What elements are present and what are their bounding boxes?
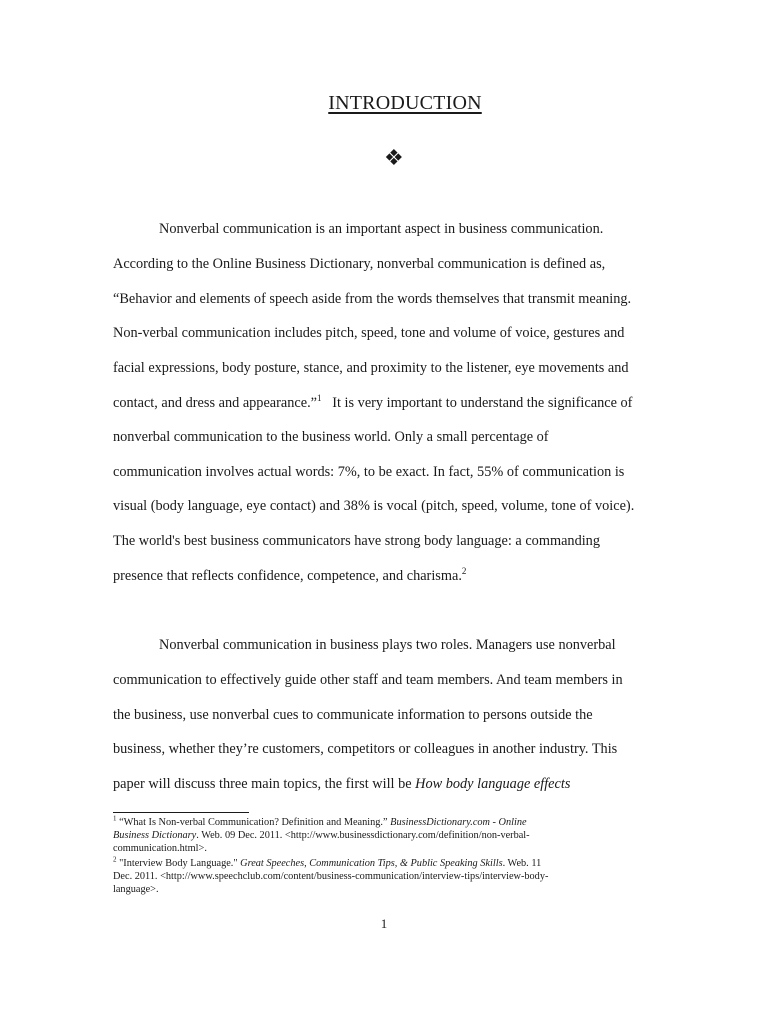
paragraph-2-line-5 <box>113 775 570 793</box>
line-5-italic-text: How body language effects <box>415 776 571 792</box>
page-title: INTRODUCTION <box>328 92 482 114</box>
footnote-separator <box>113 812 249 813</box>
paragraph-2-line-2: communication to effectively guide other staff and team members. And team members in <box>113 672 623 688</box>
footnote-1-line-2 <box>113 829 658 842</box>
footnote-2-italic: Great Speeches, Communication Tips, & Public Speaking Skills <box>240 858 503 869</box>
footnote-1-italic-b: Business Dictionary <box>113 830 197 841</box>
paragraph-2-line-3: the business, use nonverbal cues to communicate information to persons outside the <box>113 707 593 723</box>
line-5-text: paper will discuss three main topics, the first will be <box>113 776 416 792</box>
footnote-1-line-1 <box>113 816 658 829</box>
paragraph-1-line-5: facial expressions, body posture, stance, and proximity to the listener, eye movements and <box>113 360 629 376</box>
footnote-2-line-2[interactable]: Dec. 2011. <http://www.speechclub.com/content/business-communication/interview-tips/interview-body- <box>113 871 549 882</box>
paragraph-1-line-6 <box>113 394 632 412</box>
footnote-ref-1[interactable]: 1 <box>317 393 322 404</box>
footnote-2-line-3[interactable]: language>. <box>113 884 159 895</box>
footnote-2-text-b: . Web. 11 <box>502 858 542 869</box>
footnote-1-number: 1 <box>113 814 117 823</box>
footnote-2-number: 2 <box>113 855 117 864</box>
paragraph-1-line-11 <box>113 567 466 585</box>
paragraph-1-line-1: Nonverbal communication is an important aspect in business communication. <box>159 221 604 237</box>
footnote-2-line-1 <box>113 857 658 870</box>
paragraph-2-line-4: business, whether they’re customers, competitors or colleagues in another industry. This <box>113 741 618 757</box>
footnote-1-text-a: “What Is Non-verbal Communication? Definition and Meaning.” <box>116 817 391 828</box>
paragraph-1-line-10: The world's best business communicators have strong body language: a commanding <box>113 533 600 549</box>
paragraph-2-line-1: Nonverbal communication in business plays two roles. Managers use nonverbal <box>159 637 616 653</box>
paragraph-1-line-4: Non-verbal communication includes pitch, speed, tone and volume of voice, gestures and <box>113 325 625 341</box>
paragraph-1-line-2: According to the Online Business Dictionary, nonverbal communication is defined as, <box>113 256 606 272</box>
paragraph-1-line-9: visual (body language, eye contact) and 38% is vocal (pitch, speed, volume, tone of voice). <box>113 498 635 514</box>
paragraph-1-line-3: “Behavior and elements of speech aside from the words themselves that transmit meaning. <box>113 291 632 307</box>
footnote-1-link-a[interactable]: . Web. 09 Dec. 2011. <http://www.businessdictionary.com/definition/non-verbal- <box>196 830 530 841</box>
line-6-text-b: It is very important to understand the significance of <box>321 395 633 411</box>
page-number: 1 <box>380 916 388 931</box>
line-11-text: presence that reflects confidence, competence, and charisma. <box>113 568 462 584</box>
paragraph-1-line-8: communication involves actual words: 7%, to be exact. In fact, 55% of communication is <box>113 464 625 480</box>
footnote-1-italic-a: BusinessDictionary.com - Online <box>390 817 527 828</box>
footnote-1-line-3[interactable]: communication.html>. <box>113 843 207 854</box>
footnote-ref-2[interactable]: 2 <box>461 566 467 577</box>
line-6-text-a: contact, and dress and appearance.” <box>113 395 318 411</box>
footnote-2-text-a: "Interview Body Language." <box>116 858 241 869</box>
paragraph-1-line-7: nonverbal communication to the business world. Only a small percentage of <box>113 429 549 445</box>
diamond-ornament-icon: ❖ <box>384 146 404 171</box>
